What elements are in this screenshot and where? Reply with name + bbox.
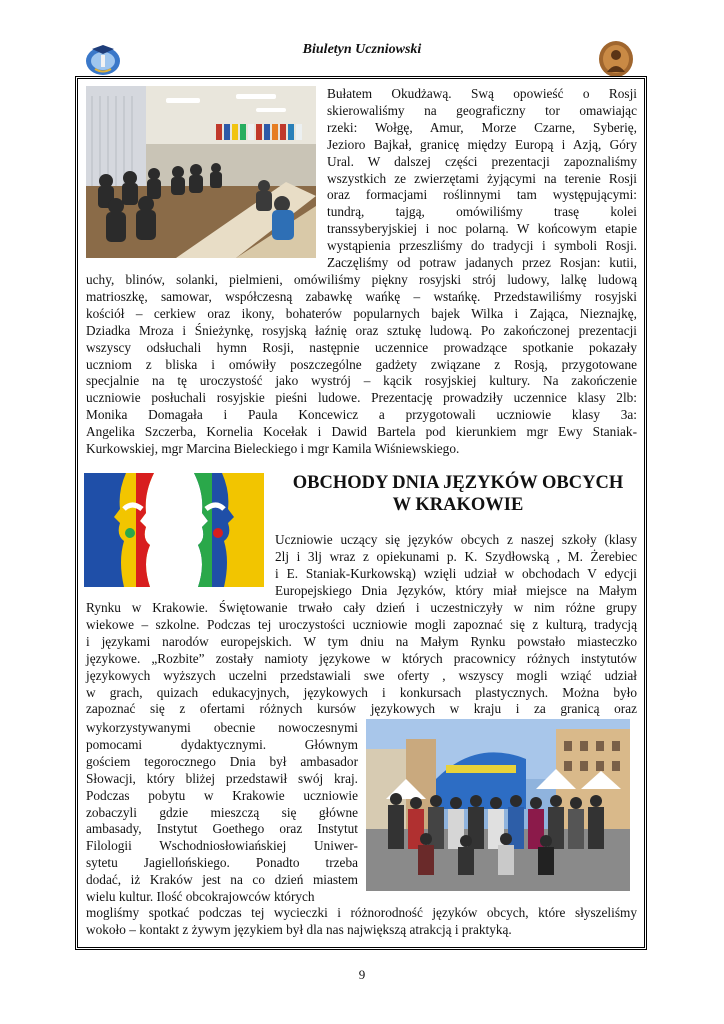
classroom-presentation-photo [86, 86, 316, 258]
text-line: Jezioro Bajkał, granicę między Europą i Azją, Góry [327, 136, 637, 152]
article1-full-text [86, 272, 637, 458]
text-line: językowych wyższych uczelni przedstawiali swe oferty , wszyscy mogli wziąć udział [86, 667, 637, 683]
patron-medallion-icon [598, 40, 634, 78]
text-line: i E. Staniak-Kurkowską) wzięli udział w obchodach V edycji [275, 565, 637, 581]
text-line: Dziadka Mroza i Śnieżynkę, rosyjską łaźnię oraz sztukę ludową. Po zakończonej prezentacji [86, 322, 637, 338]
text-line: 2lj i 3lj wraz z opiekunami p. K. Szydłowską , M. Żerebiec [275, 548, 637, 564]
text-line: Filologii Wschodniosłowiańskiej Uniwer- [86, 838, 358, 854]
text-line: Bułatem Okudżawą. Swą opowieść o Rosji [327, 86, 637, 101]
text-line: wokoło – kontakt z żywym językiem był dla nas największą atrakcją i praktyką. [86, 921, 512, 937]
krakow-market-square-group-photo [366, 719, 630, 891]
text-line: Ural. W dalszej części prezentacji zapoznaliśmy [327, 153, 637, 169]
text-line: Podczas pobytu w Krakowie uczniowie [86, 787, 358, 803]
text-line: Rynku w Krakowie. Świętowanie trwało cały dzień i uczestniczyły w nim różne grupy [86, 600, 637, 615]
text-line: mogliśmy spotkać podczas tej wycieczki i różnorodność języków obcych, które słyszeliśmy [86, 905, 637, 920]
text-line: wystąpienia przeszliśmy do tradycji i symboli Rosji. [327, 238, 637, 254]
text-line: pomocami dydaktycznymi. Głównym [86, 736, 358, 752]
text-line: Europejskiego Dnia Języków, który miał miejsce na Małym [275, 582, 637, 598]
page-number: 9 [358, 967, 366, 982]
text-line: i językami narodów europejskich. W tym dniu na Małym Rynku powstało miasteczko [86, 633, 637, 649]
text-line: wielu kultur. Ilość obcokrajowców których [86, 889, 315, 905]
text-line: gościem tegorocznego Dnia był ambasador [86, 753, 358, 769]
article2-side-text [86, 720, 358, 906]
text-line: skierowaliśmy na geograficzny tor omawiając [327, 102, 637, 118]
bulletin-title: Biuletyn Uczniowski [302, 42, 422, 57]
text-line: sytetu Jagiellońskiego. Ponadto trzeba [86, 855, 358, 871]
text-line: Kurkowskiej, mgr Marcina Bieleckiego i mgr Kamila Wiśniewskiego. [86, 441, 460, 457]
text-line: Angelika Szczerba, Kornelia Kocełak i Dawid Bartela pod kierunkiem mgr Ewy Staniak- [86, 424, 637, 440]
text-line: wiekowe – szkolne. Podczas tej uroczystości uczniowie mogli zapoznać się z kulturą, tradycją [86, 616, 637, 632]
text-line: transsyberyjskiej i noc polarną. W końcowym etapie [327, 221, 637, 237]
text-line: matrioszkę, samowar, współczesną zabawkę wańkę – wstańkę. Przedstawiliśmy rosyjski [86, 288, 637, 304]
article2-intro-text [275, 532, 637, 600]
text-line: uczniom z bliska i omówiły poszczególne gadżety związane z Rosją, przygotowane [86, 356, 637, 372]
article1-side-text [327, 86, 637, 272]
title-line-1: OBCHODY DNIA JĘZYKÓW OBCYCH [292, 473, 624, 493]
european-day-of-languages-logo [84, 473, 264, 587]
text-line: Zaczęliśmy od potraw jadanych przez Rosjan: kutii, [327, 255, 637, 271]
article2-end-text [86, 905, 637, 939]
text-line: Uczniowie uczący się języków obcych z naszej szkoły (klasy [275, 532, 637, 547]
text-line: rzeki: Wołgę, Amur, Morze Czarne, Syberię, [327, 119, 637, 135]
text-line: uchy, blinów, solanki, pielmieni, omówiliśmy piękny rosyjski strój ludowy, lalkę ludową [86, 272, 637, 287]
text-line: ambasady, Instytut Goethego oraz Instytut [86, 821, 358, 837]
text-line: językowe. „Rozbite” zostały namioty językowe w których pracownicy różnych instytutów [86, 650, 637, 666]
text-line: zobaczyli gdzie mieszczą się główne [86, 804, 358, 820]
text-line: oraz formacjami roślinnymi tam występującymi: [327, 187, 637, 203]
text-line: wykorzystywanymi obecnie nowoczesnymi [86, 720, 358, 735]
text-line: wszystkich ze zwierzętami żyjącymi na terenie Rosji [327, 170, 637, 186]
text-line: wszyscy odsłuchali hymn Rosji, następnie uczennice prowadzące spotkanie pokazały [86, 339, 637, 355]
text-line: kościół – cerkiew oraz ikony, bohaterów popularnych bajek Wilka i Zająca, Nieznajkę, [86, 305, 637, 321]
text-line: zapoznać się z ofertami różnych kursów językowych w kraju i za granicą oraz [86, 701, 637, 717]
text-line: Słowacji, który bliżej przedstawił swój kraj. [86, 770, 358, 786]
article2-title [272, 472, 644, 516]
article2-full-text [86, 600, 637, 718]
text-line: uczniowie posłuchali rosyjskie pieśni ludowe. Prezentację prowadziły uczennice klasy 2lb: [86, 390, 637, 406]
text-line: dodać, iż Kraków jest na co dzień miastem [86, 872, 358, 888]
title-line-2: W KRAKOWIE [392, 495, 524, 515]
text-line: specjalnie na tę uroczystość jako wystrój – kącik rosyjskiej kultury. Na zakończenie [86, 373, 637, 389]
text-line: w grach, quizach edukacyjnych, językowych i konkursach plastycznych. Można było [86, 684, 637, 700]
text-line: Monika Domagała i Paula Koncewicz a przygotowali uczniowie klasy 3a: [86, 407, 637, 423]
text-line: tundrą, tajgą, omówiliśmy trasę kolei [327, 204, 637, 220]
